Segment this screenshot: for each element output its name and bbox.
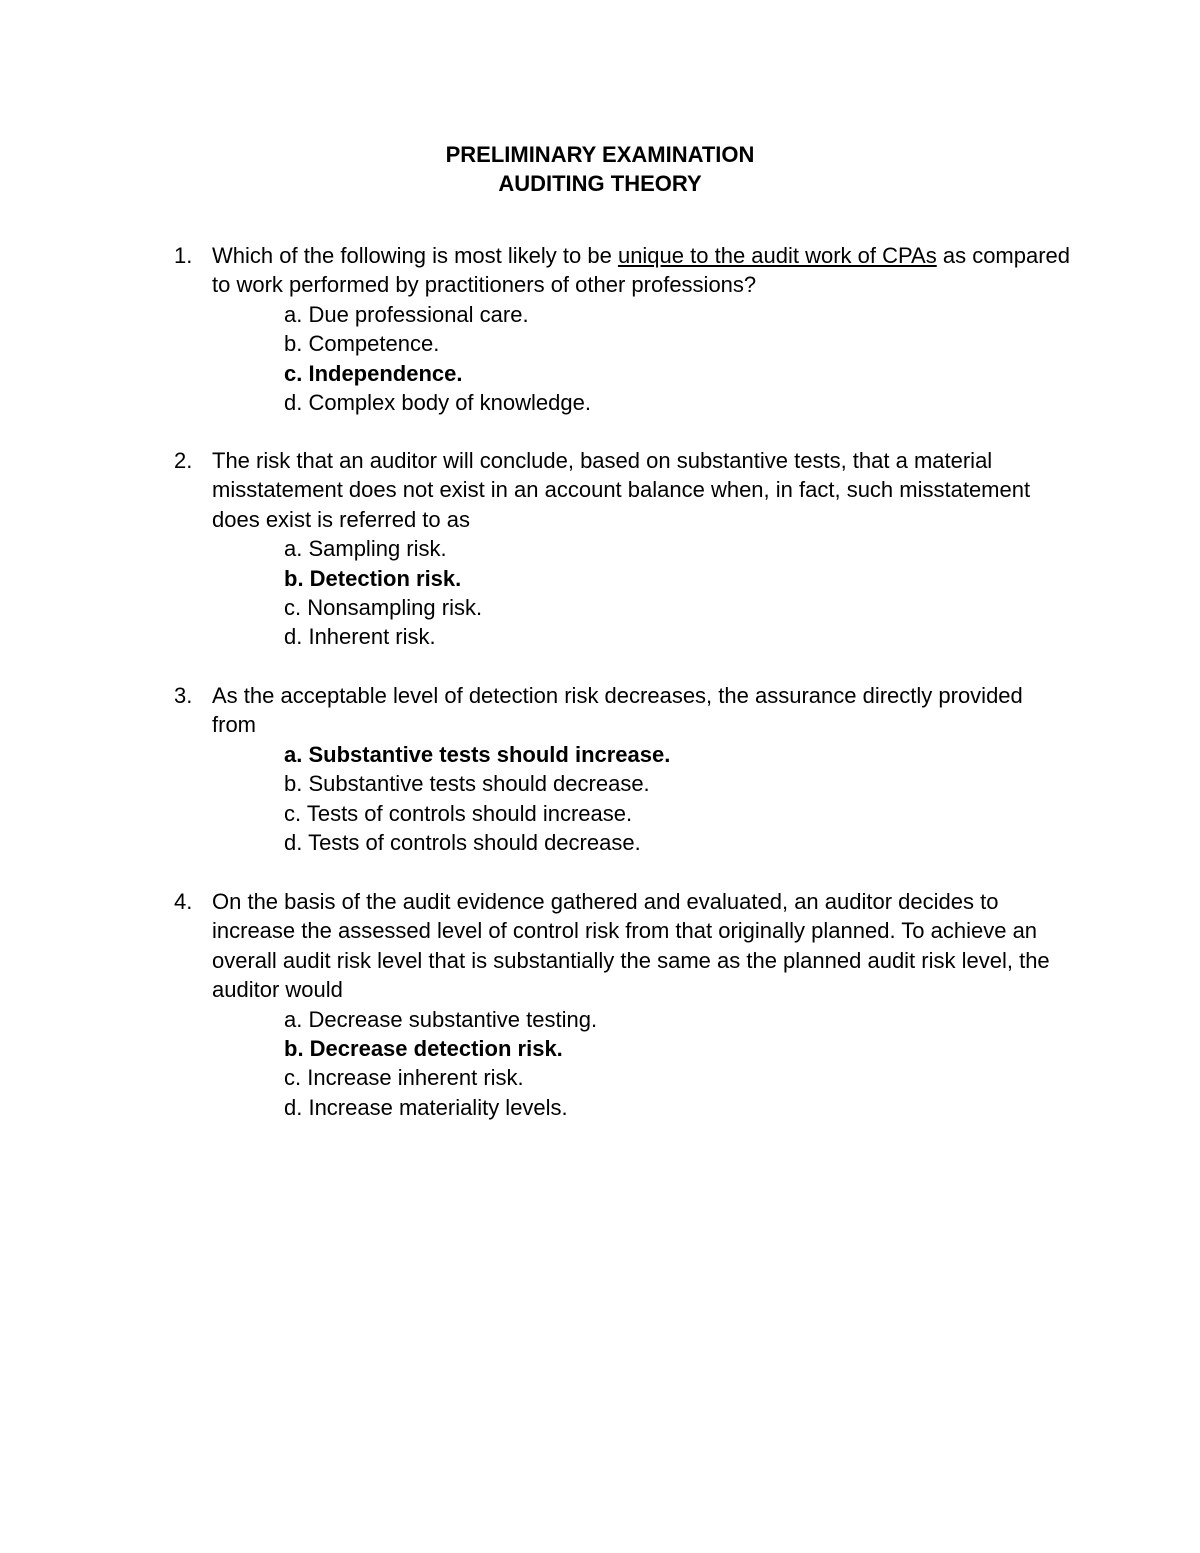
exam-subject: AUDITING THEORY — [498, 171, 702, 196]
question-2 — [174, 446, 1074, 652]
question-1 — [174, 241, 1074, 417]
option-c-correct[interactable]: c. Independence. — [284, 360, 463, 386]
option-d[interactable]: d. Inherent risk. — [284, 624, 436, 650]
question-text — [212, 241, 1072, 300]
option-b[interactable]: b. Competence. — [284, 331, 440, 357]
option-c[interactable]: c. Tests of controls should increase. — [284, 800, 633, 826]
option-d[interactable]: d. Increase materiality levels. — [284, 1094, 568, 1120]
question-text: As the acceptable level of detection risk decreases, the assurance directly provided from — [212, 683, 1023, 738]
option-c[interactable]: c. Nonsampling risk. — [284, 595, 483, 621]
option-a[interactable]: a. Sampling risk. — [284, 536, 447, 562]
option-d[interactable]: d. Tests of controls should decrease. — [284, 830, 641, 856]
options-list — [284, 300, 1144, 418]
question-text-part: as compared to work performed by practitioners of other professions? — [212, 243, 1071, 298]
option-a-correct[interactable]: a. Substantive tests should increase. — [284, 741, 671, 767]
question-text: On the basis of the audit evidence gathered and evaluated, an auditor decides to increase the assessed level of control risk from that originally planned. To achieve an overall audit risk level that is substantially the same as the planned audit risk level, the auditor would — [212, 889, 1050, 1003]
question-text: The risk that an auditor will conclude, based on substantive tests, that a material misstatement does not exist in an account balance when, in fact, such misstatement does exist is referred to as — [212, 448, 1031, 532]
question-text-part: Which of the following is most likely to be — [212, 243, 618, 268]
exam-header — [0, 140, 1200, 198]
option-b[interactable]: b. Substantive tests should decrease. — [284, 771, 650, 797]
option-a[interactable]: a. Decrease substantive testing. — [284, 1006, 598, 1032]
question-number: 4. — [174, 889, 193, 914]
exam-title: PRELIMINARY EXAMINATION — [445, 142, 755, 167]
option-b-correct[interactable]: b. Detection risk. — [284, 565, 462, 591]
option-b-correct[interactable]: b. Decrease detection risk. — [284, 1036, 563, 1062]
question-4 — [174, 887, 1074, 1122]
question-number: 1. — [174, 243, 193, 268]
options-list — [284, 534, 1144, 652]
question-number: 3. — [174, 683, 193, 708]
option-c[interactable]: c. Increase inherent risk. — [284, 1065, 524, 1091]
option-a[interactable]: a. Due professional care. — [284, 301, 529, 327]
question-text-underlined: unique to the audit work of CPAs — [617, 243, 937, 268]
question-number: 2. — [174, 448, 193, 473]
option-d[interactable]: d. Complex body of knowledge. — [284, 390, 591, 416]
options-list — [284, 1005, 1144, 1123]
options-list — [284, 740, 1144, 858]
question-3 — [174, 681, 1074, 857]
